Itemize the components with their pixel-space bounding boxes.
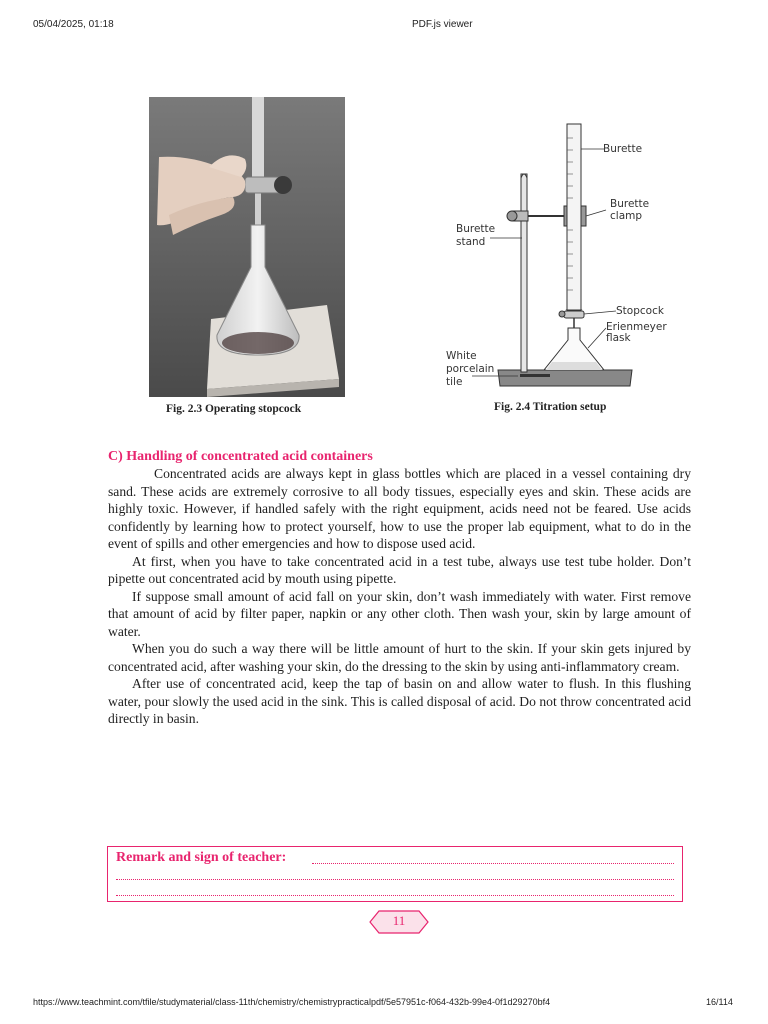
section-heading: C) Handling of concentrated acid containers bbox=[108, 449, 373, 464]
fig-2-4-caption: Fig. 2.4 Titration setup bbox=[494, 401, 607, 413]
label-burette-stand-2: stand bbox=[456, 236, 486, 248]
paragraph-1: Concentrated acids are always kept in glass bottles which are placed in a vessel containing dry sand. These acids are extremely corrosive to all body tissues, especially eyes and skin. These acids are highly toxic. However, if handled safely with the right equipment, acids need not be feared. Use acids confidently by learning how to protect yourself, how to use the proper lab equipment, what to do in the event of spills and other emergencies and how to dispose used acid. bbox=[108, 466, 691, 551]
section-body bbox=[108, 465, 691, 728]
titration-diagram bbox=[440, 118, 667, 398]
paragraph-4: When you do such a way there will be little amount of hurt to the skin. If your skin gets injured by concentrated acid, after washing your skin, do the dressing to the skin by using anti-inflammatory cream. bbox=[108, 641, 691, 674]
label-stopcock: Stopcock bbox=[616, 305, 664, 317]
paragraph-5: After use of concentrated acid, keep the tap of basin on and allow water to flush. In this flushing water, pour slowly the used acid in the sink. This is called disposal of acid. Do not throw concentrated acid directly in basin. bbox=[108, 676, 691, 726]
page-counter: 16/114 bbox=[706, 997, 733, 1007]
remark-dotted-line-1 bbox=[312, 863, 674, 864]
page-number: 11 bbox=[392, 913, 406, 928]
label-flask-1: Erienmeyer bbox=[606, 321, 667, 333]
label-flask-2: flask bbox=[606, 332, 631, 344]
paragraph-2: At first, when you have to take concentrated acid in a test tube, always use test tube holder. Don’t pipette out concentrated acid by mouth using pipette. bbox=[108, 553, 691, 586]
page-url: https://www.teachmint.com/tfile/studymaterial/class-11th/chemistry/chemistrypracticalpdf/5e57951c-f064-432b-99e4-0f1d29270bf4 bbox=[33, 997, 551, 1007]
print-datetime: 05/04/2025, 01:18 bbox=[33, 19, 114, 30]
viewer-title: PDF.js viewer bbox=[412, 19, 473, 30]
label-tile-3: tile bbox=[446, 376, 463, 388]
paragraph-3: If suppose small amount of acid fall on your skin, don’t wash immediately with water. First remove that amount of acid by filter paper, napkin or any other cloth. Then wash your, skin by large amount of water. bbox=[108, 588, 691, 639]
remark-dotted-line-2 bbox=[116, 879, 674, 880]
label-tile-1: White bbox=[446, 350, 477, 362]
label-burette-stand-1: Burette bbox=[456, 223, 496, 235]
page-number-badge bbox=[369, 910, 429, 934]
label-burette-clamp-1: Burette bbox=[610, 198, 650, 210]
remark-box bbox=[107, 846, 683, 902]
label-burette-clamp-2: clamp bbox=[610, 210, 643, 222]
label-tile-2: porcelain bbox=[446, 363, 495, 375]
stopcock-photo bbox=[149, 97, 345, 397]
fig-2-3-caption: Fig. 2.3 Operating stopcock bbox=[166, 403, 302, 415]
remark-dotted-line-3 bbox=[116, 895, 674, 896]
label-burette: Burette bbox=[603, 143, 643, 155]
remark-label: Remark and sign of teacher: bbox=[116, 850, 287, 865]
